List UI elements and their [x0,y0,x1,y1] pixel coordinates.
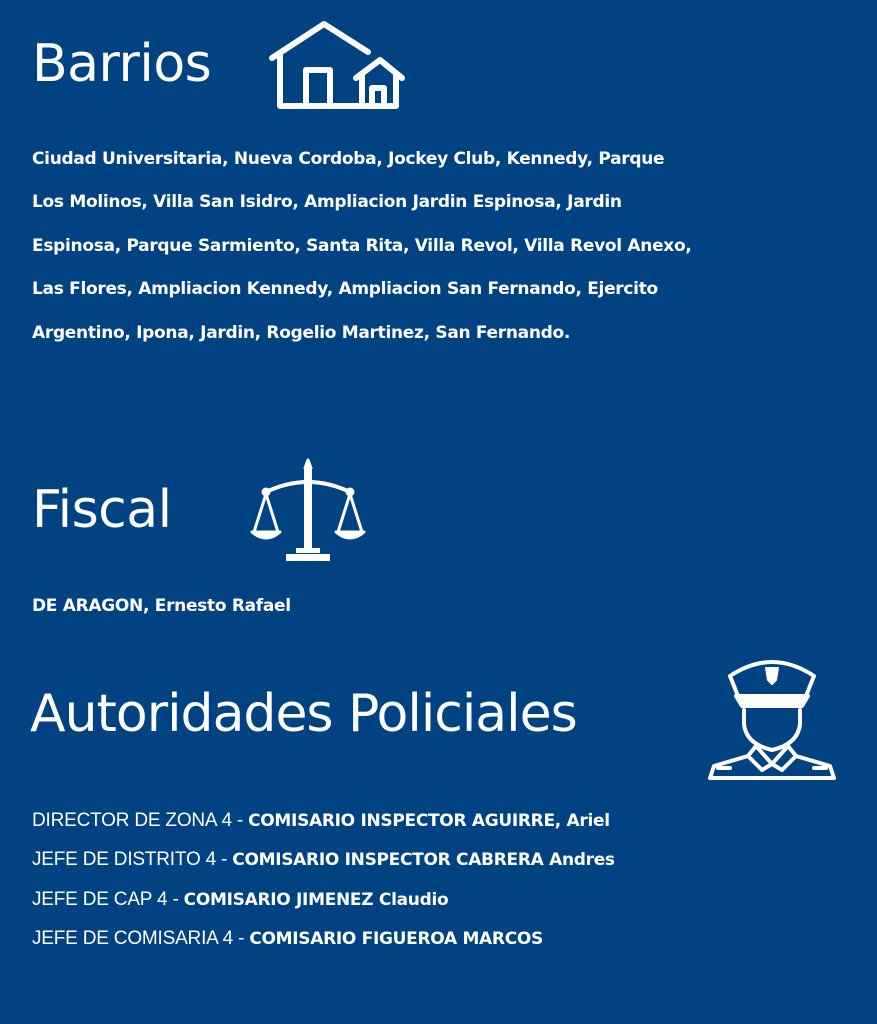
authority-row [32,885,615,924]
authority-row [32,845,615,884]
authority-role: DIRECTOR DE ZONA 4 - [32,810,249,831]
authority-row [32,924,615,963]
authority-role: JEFE DE COMISARIA 4 - [32,927,250,949]
authority-name: COMISARIO JIMENEZ Claudio [183,889,449,910]
authorities-list [32,806,615,963]
fiscal-name: DE ARAGON, Ernesto Rafael [32,596,291,616]
authority-name: COMISARIO INSPECTOR CABRERA Andres [232,850,615,871]
house-icon [268,18,406,112]
fiscal-heading: Fiscal [32,480,172,540]
police-officer-icon [706,652,838,782]
authority-name: COMISARIO FIGUEROA MARCOS [249,928,543,949]
authority-name: COMISARIO INSPECTOR AGUIRRE, Ariel [248,811,610,831]
scale-icon [250,458,366,564]
authority-role: JEFE DE DISTRITO 4 - [32,849,233,871]
autoridades-heading: Autoridades Policiales [30,684,577,744]
barrios-heading: Barrios [32,34,212,94]
authority-role: JEFE DE CAP 4 - [32,888,184,910]
barrios-list: Ciudad Universitaria, Nueva Cordoba, Jockey Club, Kennedy, Parque Los Molinos, Villa San Isidro, Ampliacion Jardin Espinosa, Jardin Espinosa, Parque Sarmiento, Santa Rita, Villa Revol, Villa Revol Anexo, Las Flores, Ampliacion Kennedy, Ampliacion San Fernando, Ejercito Argentino, Ipona, Jardin, Rogelio Martinez, San Fernando. [32,149,692,343]
authority-row [32,806,615,845]
